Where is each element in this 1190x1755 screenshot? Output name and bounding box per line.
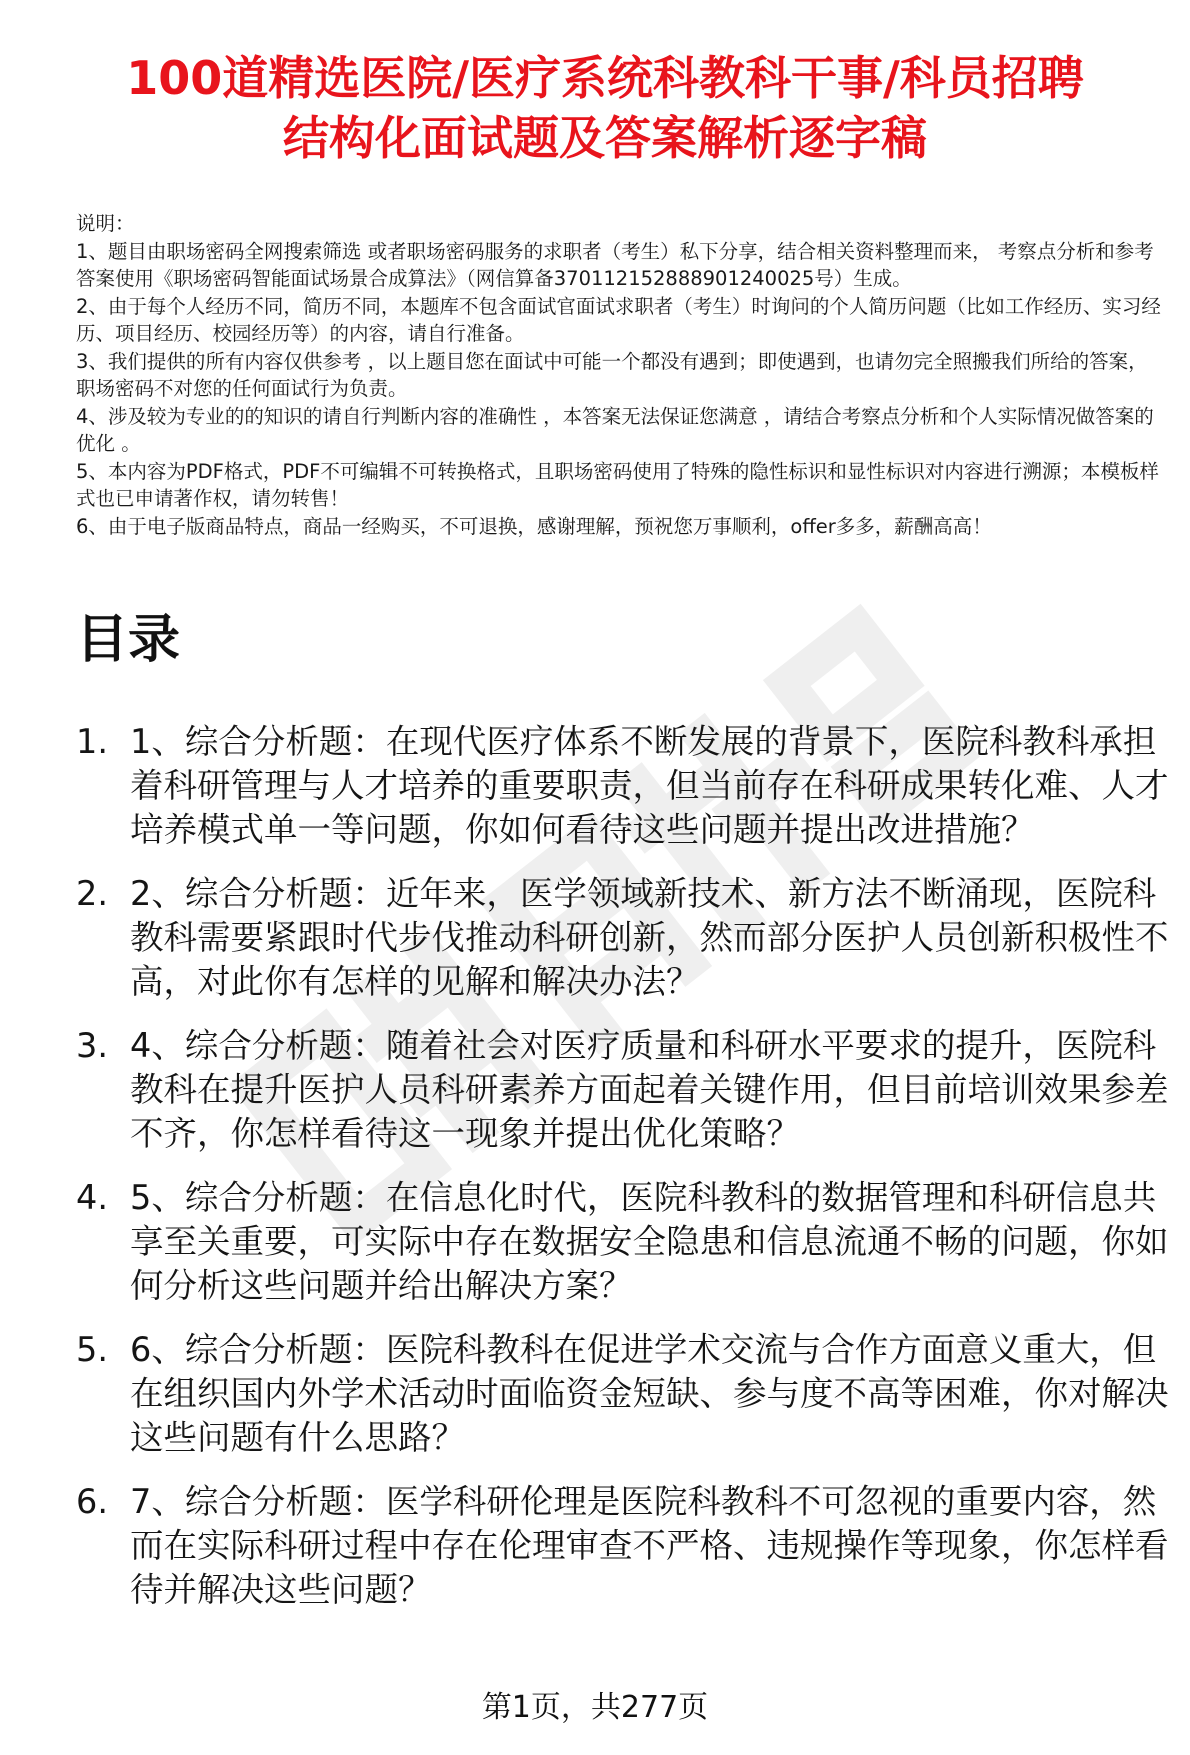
toc-item[interactable] bbox=[76, 1176, 1172, 1308]
title-line-2: 结构化面试题及答案解析逐字稿 bbox=[283, 111, 927, 165]
toc-item-text: 5、综合分析题：在信息化时代，医院科教科的数据管理和科研信息共享至关重要，可实际中存在数据安全隐患和信息流通不畅的问题，你如何分析这些问题并给出解决方案？ bbox=[130, 1178, 1169, 1305]
toc-item[interactable] bbox=[76, 1024, 1172, 1156]
notes-header: 说明： bbox=[76, 212, 135, 235]
toc-item-text: 4、综合分析题：随着社会对医疗质量和科研水平要求的提升，医院科教科在提升医护人员科研素养方面起着关键作用，但目前培训效果参差不齐，你怎样看待这一现象并提出优化策略？ bbox=[130, 1026, 1169, 1153]
toc-item-number: 5. bbox=[76, 1330, 108, 1369]
toc-item[interactable] bbox=[76, 1480, 1172, 1612]
toc-item-number: 1. bbox=[76, 722, 108, 761]
toc-item-number: 4. bbox=[76, 1178, 108, 1217]
page-footer: 第1页，共277页 bbox=[481, 1690, 709, 1725]
toc-item-text: 6、综合分析题：医院科教科在促进学术交流与合作方面意义重大，但在组织国内外学术活动时面临资金短缺、参与度不高等困难，你对解决这些问题有什么思路？ bbox=[130, 1330, 1169, 1457]
toc-item[interactable] bbox=[76, 1328, 1172, 1460]
note-item: 4、涉及较为专业的的知识的请自行判断内容的准确性 ，本答案无法保证您满意 ，请结合考察点分析和个人实际情况做答案的优化 。 bbox=[76, 404, 1154, 455]
toc-heading: 目录 bbox=[76, 610, 181, 670]
note-item: 6、由于电子版商品特点，商品一经购买，不可退换，感谢理解，预祝您万事顺利，offer多多，薪酬高高！ bbox=[76, 514, 992, 538]
toc-item-number: 6. bbox=[76, 1482, 108, 1521]
toc-item-number: 2. bbox=[76, 874, 108, 913]
toc-item[interactable] bbox=[76, 720, 1172, 852]
toc-item-text: 1、综合分析题：在现代医疗体系不断发展的背景下，医院科教科承担着科研管理与人才培养的重要职责，但当前存在科研成果转化难、人才培养模式单一等问题，你如何看待这些问题并提出改进措施？ bbox=[130, 722, 1169, 849]
note-item: 1、题目由职场密码全网搜索筛选 或者职场密码服务的求职者（考生）私下分享，结合相关资料整理而来， 考察点分析和参考答案使用《职场密码智能面试场景合成算法》（网信算备370112152888901240025号）生成。 bbox=[76, 239, 1154, 290]
title-line-1: 100道精选医院/医疗系统科教科干事/科员招聘 bbox=[126, 51, 1084, 105]
toc-item-text: 2、综合分析题：近年来，医学领域新技术、新方法不断涌现，医院科教科需要紧跟时代步伐推动科研创新，然而部分医护人员创新积极性不高，对此你有怎样的见解和解决办法？ bbox=[130, 874, 1169, 1001]
note-item: 2、由于每个人经历不同，简历不同，本题库不包含面试官面试求职者（考生）时询问的个人简历问题（比如工作经历、实习经历、项目经历、校园经历等）的内容，请自行准备。 bbox=[76, 294, 1161, 345]
notes-section bbox=[76, 210, 1166, 540]
note-item: 3、我们提供的所有内容仅供参考 ，以上题目您在面试中可能一个都没有遇到；即使遇到，也请勿完全照搬我们所给的答案，职场密码不对您的任何面试行为负责。 bbox=[76, 349, 1148, 400]
document-title bbox=[60, 48, 1150, 168]
table-of-contents bbox=[76, 720, 1172, 1632]
toc-item[interactable] bbox=[76, 872, 1172, 1004]
toc-item-number: 3. bbox=[76, 1026, 108, 1065]
note-item: 5、本内容为PDF格式，PDF不可编辑不可转换格式，且职场密码使用了特殊的隐性标识和显性标识对内容进行溯源；本模板样式也已申请著作权，请勿转售！ bbox=[76, 459, 1159, 510]
toc-item-text: 7、综合分析题：医学科研伦理是医院科教科不可忽视的重要内容，然而在实际科研过程中存在伦理审查不严格、违规操作等现象，你怎样看待并解决这些问题？ bbox=[130, 1482, 1169, 1609]
